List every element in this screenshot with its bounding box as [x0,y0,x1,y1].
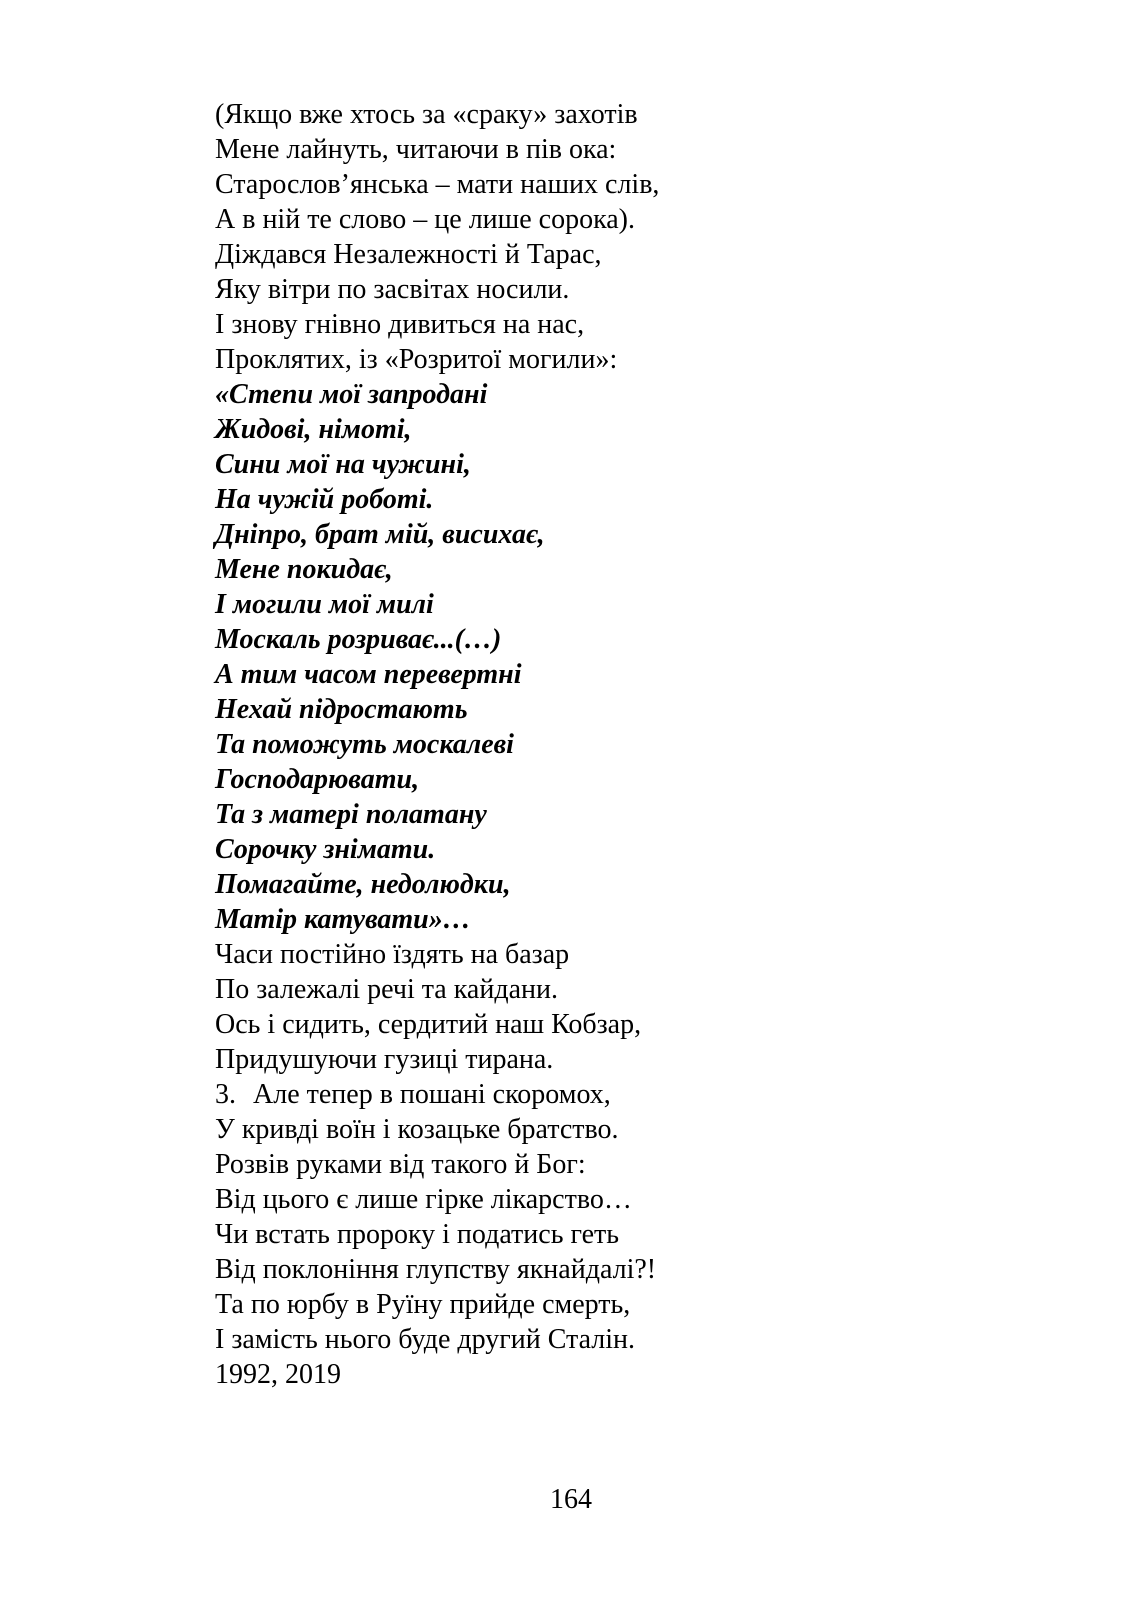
poem-line: Мене лайнуть, читаючи в пів ока: [215,134,617,165]
poem-text [215,97,1015,1392]
section-3-first-line [215,1077,1015,1112]
quoted-poem-line: Помагайте, недолюдки, [215,869,511,900]
poem-line: Та по юрбу в Руїну прийде смерть, [215,1289,631,1320]
poem-line: Ось і сидить, сердитий наш Кобзар, [215,1009,642,1040]
section-number: 3. [215,1079,236,1110]
poem-line: Від поклоніння глупству якнайдалі?! [215,1254,657,1285]
quoted-poem-line: І могили мої милі [215,589,434,620]
poem-line: А в ній те слово – це лише сорока). [215,204,635,235]
quoted-poem-line: Нехай підростають [215,694,468,725]
quoted-poem-line: Москаль розриває...(…) [215,624,502,655]
poem-line: Діждався Незалежності й Тарас, [215,239,602,270]
poem-line: Часи постійно їздять на базар [215,939,570,970]
poem-line: Від цього є лише гірке лікарство… [215,1184,632,1215]
quoted-poem-line: Сорочку знімати. [215,834,436,865]
poem-line: І замість нього буде другий Сталін. [215,1324,635,1355]
poem-line: Проклятих, із «Розритої могили»: [215,344,618,375]
poem-line: Чи встать пророку і податись геть [215,1219,620,1250]
quoted-poem-line: На чужій роботі. [215,484,434,515]
quoted-poem-line: «Степи мої запродані [215,379,488,410]
poem-line: Але тепер в пошані скоромох, [253,1079,611,1110]
poem-date: 1992, 2019 [215,1359,341,1390]
poem-line: У кривді воїн і козацьке братство. [215,1114,619,1145]
quoted-poem-line: Сини мої на чужині, [215,449,471,480]
poem-line: По залежалі речі та кайдани. [215,974,558,1005]
poem-line: Придушуючи гузиці тирана. [215,1044,554,1075]
quoted-poem-line: А тим часом перевертні [215,659,522,690]
quoted-poem-line: Мене покидає, [215,554,393,585]
quoted-poem-line: Та поможуть москалеві [215,729,514,760]
quoted-poem-line: Дніпро, брат мій, висихає, [215,519,545,550]
quoted-poem-line: Та з матері полатану [215,799,487,830]
quoted-poem-line: Господарювати, [215,764,420,795]
quoted-poem-line: Жидові, німоті, [215,414,412,445]
page-number: 164 [550,1484,592,1515]
poem-line: І знову гнівно дивиться на нас, [215,309,585,340]
poem-line: Старослов’янська – мати наших слів, [215,169,660,200]
quoted-poem-line: Матір катувати»… [215,904,471,935]
poem-line: Яку вітри по засвітах носили. [215,274,570,305]
poem-line: Розвів руками від такого й Бог: [215,1149,586,1180]
poem-line: (Якщо вже хтось за «сраку» захотів [215,99,638,130]
